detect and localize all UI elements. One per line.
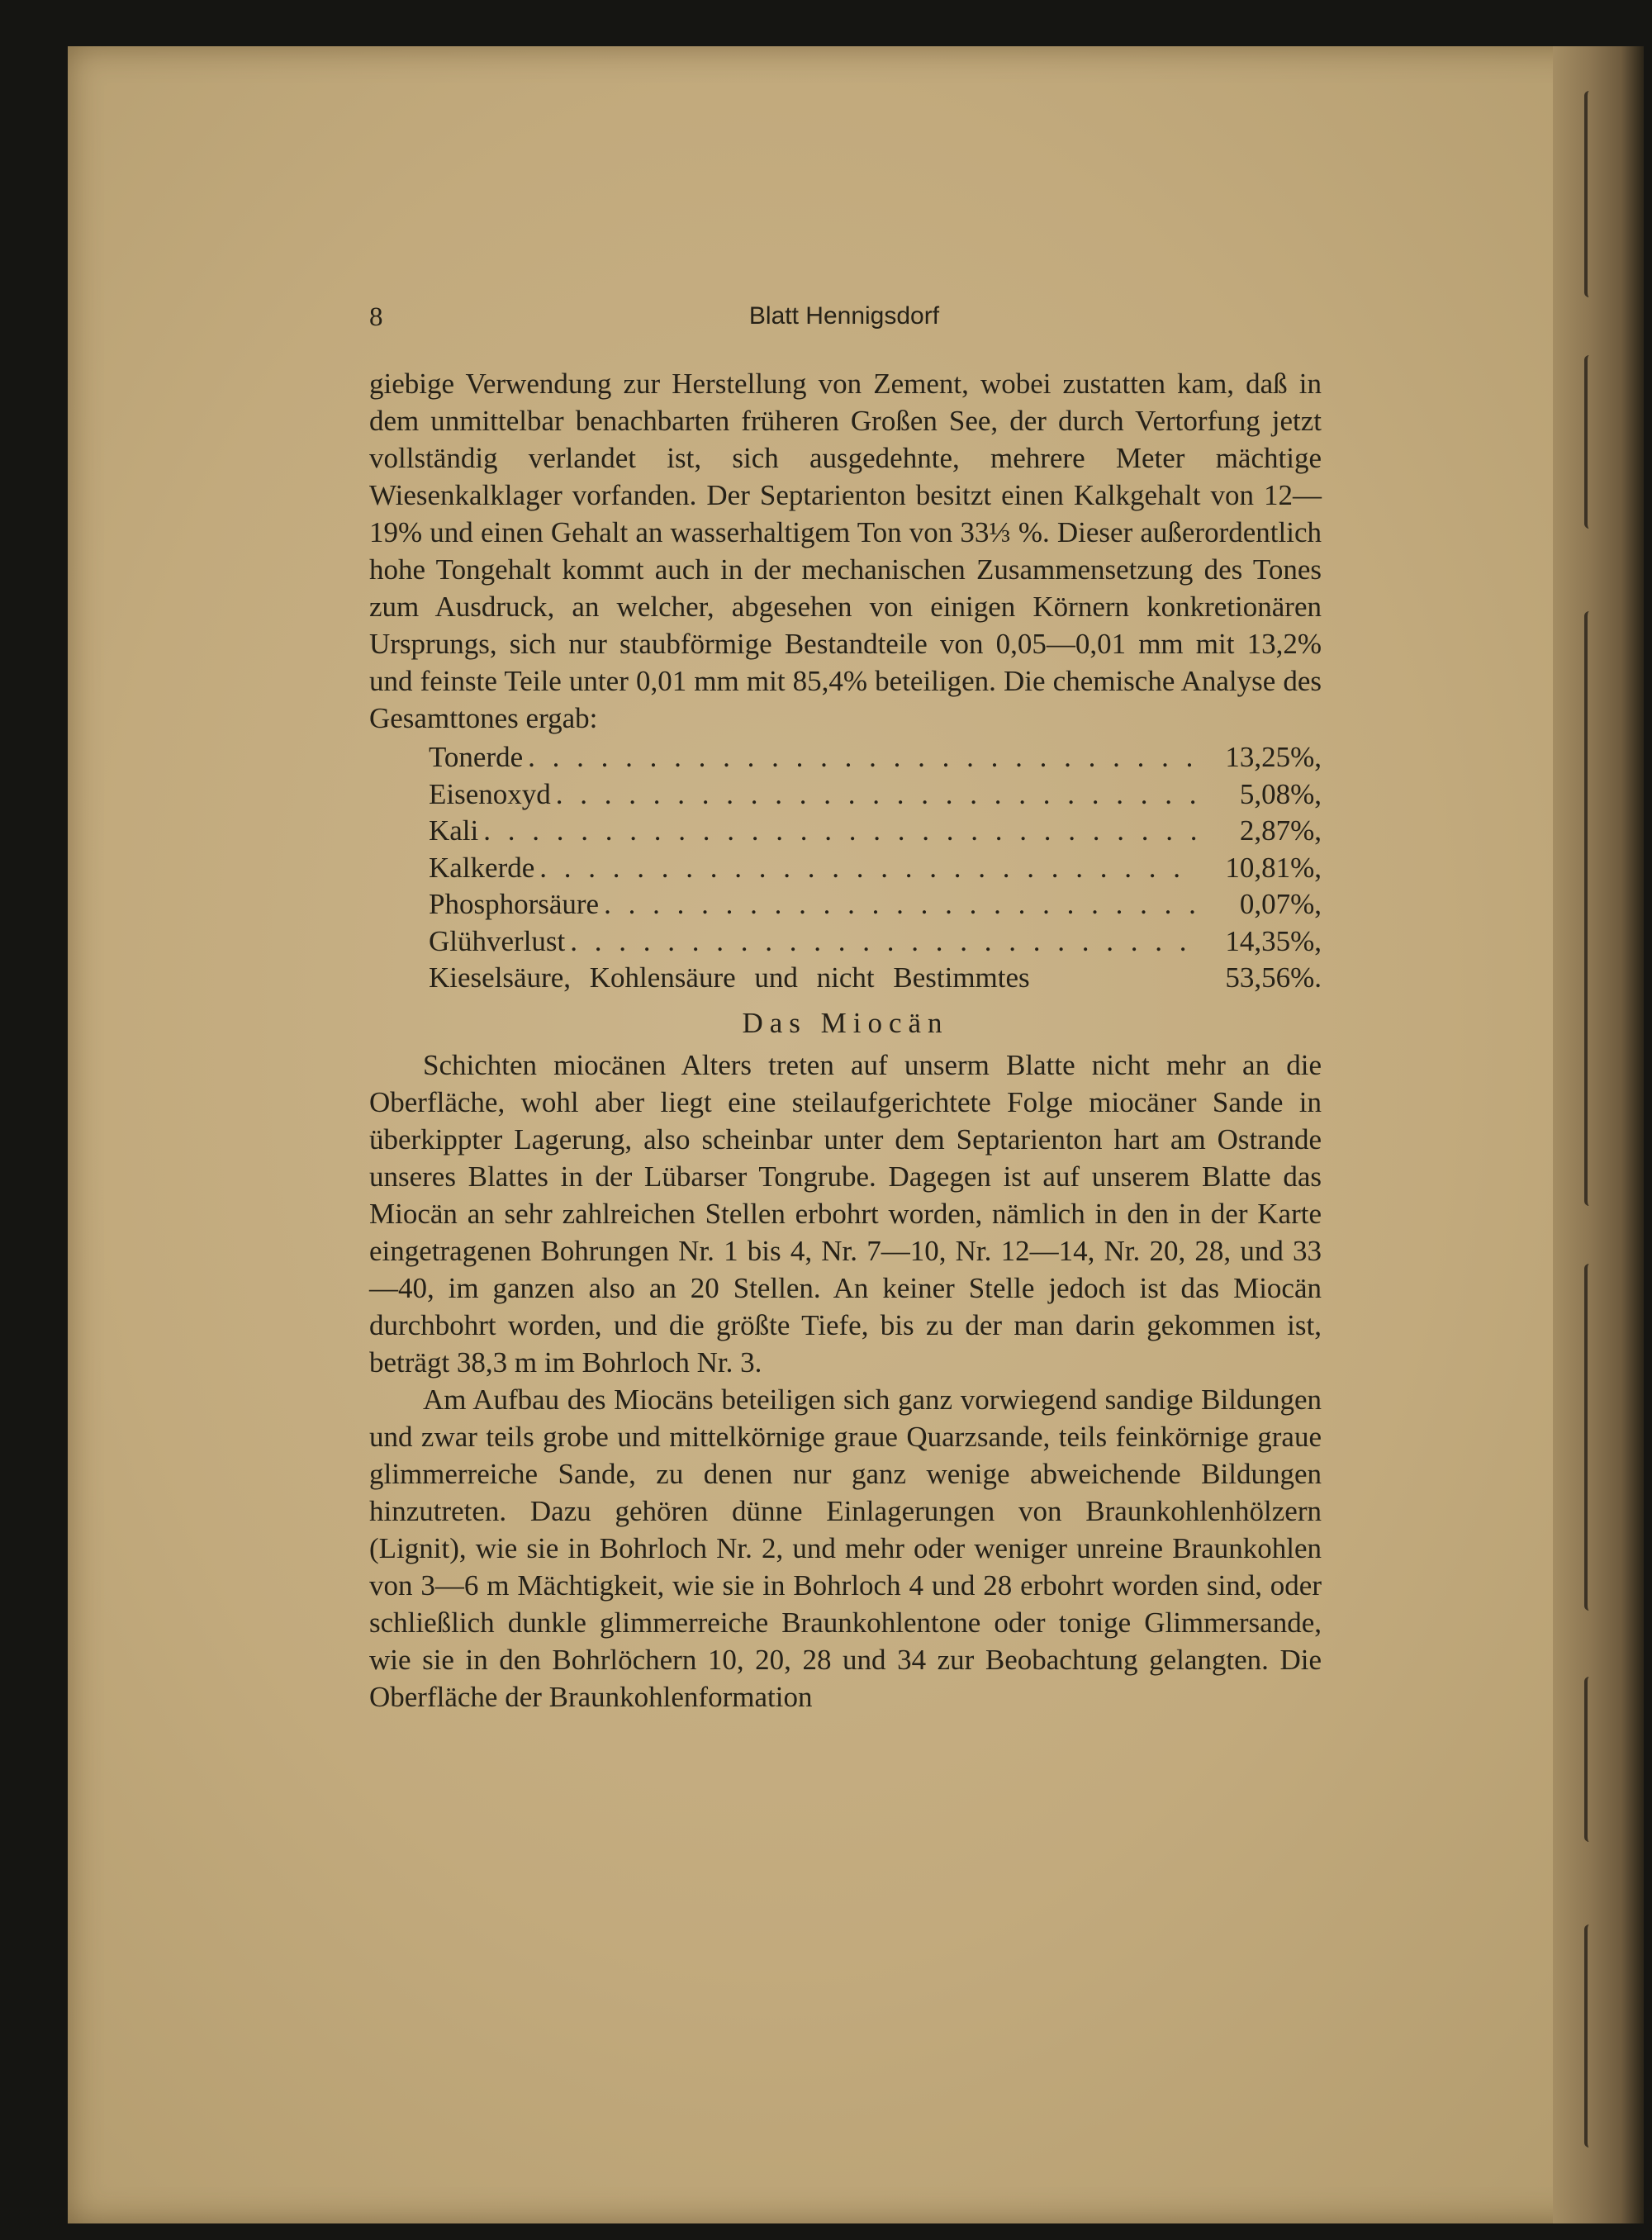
- paragraph-1: giebige Verwendung zur Herstellung von Zement, wobei zustatten kam, daß in dem unmittelbar benachbarten früheren Großen See, der durch Vertorfung jetzt vollständig verlandet ist, sich ausgedehnte, mehrere Meter mächtige Wiesenkalklager vorfanden. Der Septarienton besitzt einen Kalkgehalt von 12—19% und einen Gehalt an wasserhaltigem Ton von 33⅓ %. Dieser außerordentlich hohe Tongehalt kommt auch in der mechanischen Zusammensetzung des Tones zum Ausdruck, an welcher, abgesehen von einigen Körnern konkretionären Ursprungs, sich nur staubförmige Bestandteile von 0,05—0,01 mm mit 13,2% und feinste Teile unter 0,01 mm mit 85,4% beteiligen. Die chemische Analyse des Gesamttones ergab:: [369, 368, 1322, 734]
- analysis-label: Kieselsäure, Kohlensäure und nicht Bestimmtes: [429, 961, 1030, 994]
- analysis-row-kali: [429, 812, 1322, 849]
- leader-dots: [539, 849, 1197, 886]
- binding-thread: [1584, 1264, 1596, 1611]
- analysis-value: 13,25%,: [1225, 741, 1322, 773]
- analysis-value: 14,35%,: [1225, 924, 1322, 957]
- binding-thread: [1584, 1924, 1596, 2147]
- analysis-label: Eisenoxyd: [429, 777, 551, 810]
- binding-thread: [1584, 355, 1596, 529]
- analysis-row-tonerde: [429, 738, 1322, 776]
- analysis-row-kieselsaeure: [429, 959, 1322, 996]
- analysis-label: Tonerde: [429, 741, 524, 773]
- paragraph-2: Schichten miocänen Alters treten auf unserm Blatte nicht mehr an die Oberfläche, wohl aber liegt eine steilaufgerichtete Folge miocäner Sande in überkippter Lagerung, also scheinbar unter dem Septarienton hart am Ostrande unseres Blattes in der Lübarser Tongrube. Dagegen ist auf unserem Blatte das Miocän an sehr zahlreichen Stellen erbohrt worden, nämlich in den in der Karte eingetragenen Bohrungen Nr. 1 bis 4, Nr. 7—10, Nr. 12—14, Nr. 20, 28, und 33—40, im ganzen also an 20 Stellen. An keiner Stelle jedoch ist das Miocän durchbohrt worden, und die größte Tiefe, bis zu der man darin gekommen ist, beträgt 38,3 m im Bohrloch Nr. 3.: [369, 1048, 1322, 1379]
- analysis-row-gluehverlust: [429, 923, 1322, 960]
- body-text: [369, 365, 1322, 1716]
- analysis-label: Phosphorsäure: [429, 888, 600, 920]
- analysis-value: 5,08%,: [1239, 777, 1322, 810]
- analysis-value: 53,56%.: [1225, 961, 1322, 994]
- analysis-label: Glühverlust: [429, 924, 566, 957]
- chemical-analysis-list: [369, 738, 1322, 996]
- leader-dots: [528, 738, 1197, 776]
- book-gutter: [1553, 46, 1644, 2223]
- binding-thread: [1584, 611, 1596, 1206]
- analysis-row-phosphorsaeure: [429, 885, 1322, 923]
- analysis-value: 10,81%,: [1225, 851, 1322, 884]
- leader-dots: [556, 776, 1197, 813]
- analysis-label: Kali: [429, 814, 479, 847]
- section-heading: Das Miocän: [742, 1006, 949, 1039]
- analysis-label: Kalkerde: [429, 851, 535, 884]
- paragraph-3: Am Aufbau des Miocäns beteiligen sich ganz vorwiegend sandige Bildungen und zwar teils grobe und mittelkörnige graue Quarzsande, teils feinkörnige graue glimmerreiche Sande, zu denen nur ganz wenige abweichende Bildungen hinzutreten. Dazu gehören dünne Einlagerungen von Braunkohlenhölzern (Lignit), wie sie in Bohrloch Nr. 2, und mehr oder weniger unreine Braunkohlen von 3—6 m Mächtigkeit, wie sie in Bohrloch 4 und 28 erbohrt worden sind, oder schließlich dunkle glimmerreiche Braunkohlentone oder tonige Glimmersande, wie sie in den Bohrlöchern 10, 20, 28 und 34 zur Beobachtung gelangten. Die Oberfläche der Braunkohlenformation: [369, 1383, 1322, 1713]
- leader-dots: [570, 923, 1197, 960]
- analysis-value: 2,87%,: [1239, 814, 1322, 847]
- analysis-row-kalkerde: [429, 849, 1322, 886]
- page-number: 8: [369, 302, 383, 332]
- binding-thread: [1584, 91, 1596, 297]
- leader-dots: [483, 812, 1197, 849]
- page-header: [369, 302, 1319, 344]
- running-title: Blatt Hennigsdorf: [748, 302, 940, 330]
- binding-thread: [1584, 1677, 1596, 1842]
- analysis-value: 0,07%,: [1239, 888, 1322, 920]
- leader-dots: [604, 885, 1197, 923]
- analysis-row-eisenoxyd: [429, 776, 1322, 813]
